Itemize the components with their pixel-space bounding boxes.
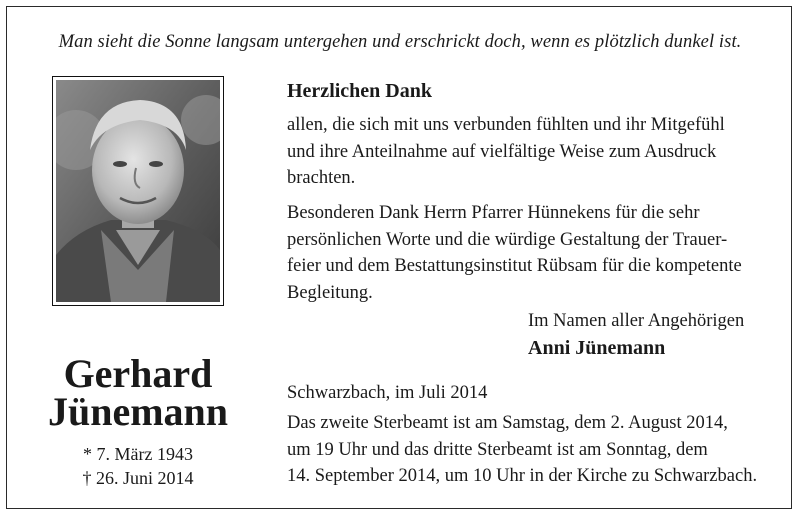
place-date: Schwarzbach, im Juli 2014	[287, 383, 488, 403]
text-line: feier und dem Bestattungsinstitut Rübsam für die kompetente	[287, 256, 742, 277]
text-line: Das zweite Sterbeamt ist am Samstag, dem 2. August 2014,	[287, 413, 728, 433]
text-line: um 19 Uhr und das dritte Sterbeamt ist am Sonntag, dem	[287, 439, 708, 460]
portrait-photo	[52, 76, 224, 306]
thanks-paragraph-2	[287, 200, 767, 306]
deceased-first-name: Gerhard	[63, 351, 213, 396]
signature-line: Im Namen aller Angehörigen	[528, 311, 745, 331]
birth-date: * 7. März 1943	[83, 444, 193, 464]
text-line: allen, die sich mit uns verbunden fühlten und ihr Mitgefühl	[287, 115, 725, 135]
thanks-paragraph-1	[287, 112, 767, 192]
text-line: brachten.	[287, 168, 356, 189]
deceased-last-name: Jünemann	[47, 389, 229, 434]
mass-notice	[287, 410, 767, 490]
death-date: † 26. Juni 2014	[82, 468, 194, 488]
motto: Man sieht die Sonne langsam untergehen und erschrickt doch, wenn es plötzlich dunkel ist.	[58, 32, 742, 52]
text-line: Besonderen Dank Herrn Pfarrer Hünnekens für die sehr	[287, 203, 700, 223]
text-line: und ihre Anteilnahme auf vielfältige Weise zum Ausdruck	[287, 141, 717, 162]
text-line: Begleitung.	[287, 282, 373, 303]
text-line: persönlichen Worte und die würdige Gestaltung der Trauer-	[287, 229, 728, 250]
signature-name: Anni Jünemann	[528, 337, 666, 359]
text-line: 14. September 2014, um 10 Uhr in der Kirche zu Schwarzbach.	[287, 466, 758, 487]
thanks-heading: Herzlichen Dank	[287, 80, 432, 102]
